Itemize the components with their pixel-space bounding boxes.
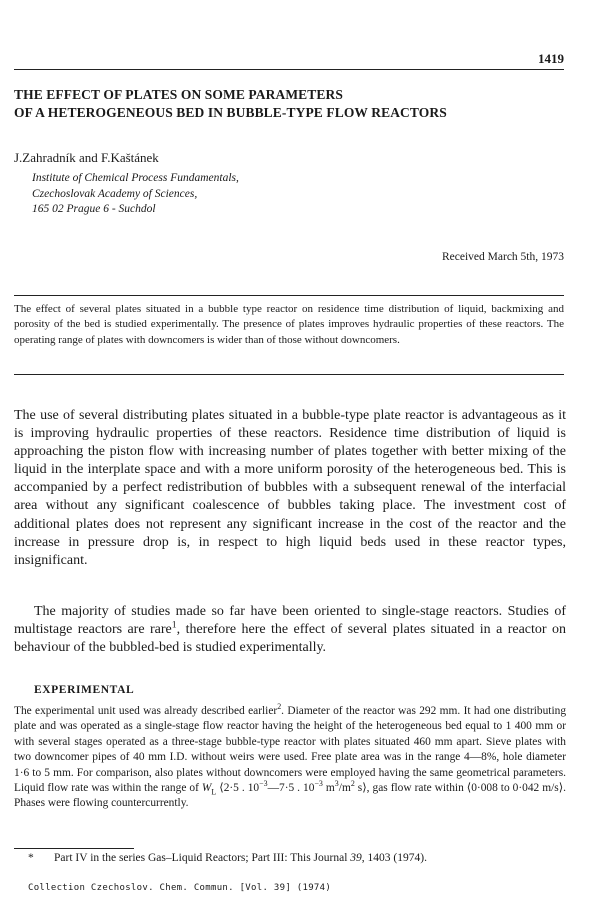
symbol-w-subscript: L [211,787,217,797]
p2-text-b: , therefore here the effect of several plates situated in a reactor on behaviour of the bubbled-bed is studied experimentally. [14,622,566,656]
exp-unit-2: /m [338,782,351,795]
abstract: The effect of several plates situated in a bubble type reactor on residence time distribution of liquid, backmixing and porosity of the bed is studied experimentally. The presence of plates improves hydraulic properties of these reactors. The operating range of plates with downcomers is wider than of those without downcomers. [14,303,564,346]
exp-unit-1: m [322,782,335,795]
exp-text-a: The experimental unit used was already described earlier [14,705,278,717]
exp-range-2: —7·5 . 10 [267,782,315,795]
article-title [14,86,574,122]
affiliation-line-2: Czechoslovak Academy of Sciences, [32,187,198,200]
unit-exponent-2: 2 [350,779,355,789]
running-footer: Collection Czechoslov. Chem. Commun. [Vol. 39] (1974) [28,883,332,893]
title-line-1: THE EFFECT OF PLATES ON SOME PARAMETERS [14,87,343,102]
received-date: Received March 5th, 1973 [442,251,564,263]
footnote [28,852,427,864]
header-rule [14,69,564,70]
authors: J.Zahradník and F.Kaštánek [14,150,159,165]
affiliation-line-3: 165 02 Prague 6 - Suchdol [32,203,156,215]
affiliation [32,171,239,218]
p2-text-a: The majority of studies made so far have been oriented to single-stage reactors. Studies of multistage reactors are rare [14,604,566,638]
footnote-volume: 39 [350,852,362,864]
exponent-1: −3 [259,779,268,789]
abstract-top-rule [14,295,564,296]
symbol-w: W [201,782,212,795]
page-number: 1419 [538,51,564,66]
exp-range-1: ⟨2·5 . 10 [216,782,260,795]
reference-marker-1: 1 [171,619,177,631]
exp-text-b: . Diameter of the reactor was 292 mm. It had one distributing plate and was operated as a single-stage flow reactor having the height of the heterogeneous bed equal to 1 400 mm or with several stages operated as a three-stage bubble-type reactor with plates situated 460 mm apart. Sieve plates with two downcomer pipes of 40 mm I.D. without weirs were used. Free plate area was in the range 4—8%, hole diameter 1·6 to 5 mm. For comparison, also plates without downcomers were employed having the same geometrical parameters. Liquid flow rate was within the range of [14,705,567,795]
abstract-bottom-rule [14,374,564,375]
body-paragraph-1: The use of several distributing plates situated in a bubble-type plate reactor is advantageous as it is improving hydraulic properties of these reactors. Residence time distribution of liquid is approaching the piston flow with increasing number of plates together with better mixing of the liquid in the interplate space and with a more uniform porosity of the heterogeneous bed. This is accompanied by a perfect redistribution of bubbles with a subsequent renewal of the interfacial area without any significant coalescence of bubbles taking place. The investment cost of additional plates does not represent any significant increase in the cost of the reactor and the increase in pressure drop is, in respect to high liquid beds used in these reactor types, insignificant. [14,408,566,568]
title-line-2: OF A HETEROGENEOUS BED IN BUBBLE-TYPE FLOW REACTORS [14,105,447,120]
section-heading-experimental: EXPERIMENTAL [34,684,135,696]
body-paragraph-2 [14,603,566,657]
affiliation-line-1: Institute of Chemical Process Fundamentals, [32,172,239,184]
footnote-text-a: Part IV in the series Gas–Liquid Reactors; Part III: This Journal [54,852,351,864]
footnote-text-b: , 1403 (1974). [361,852,427,864]
exponent-2: −3 [314,779,323,789]
exp-text-tail: s⟩, gas flow rate within ⟨0·008 to 0·042 m/s⟩. Phases were flowing countercurrently. [14,782,566,810]
footnote-rule [14,848,134,849]
experimental-paragraph [14,704,566,812]
footnote-marker: * [28,852,34,864]
reference-marker-2: 2 [277,702,282,712]
unit-exponent-1: 3 [334,779,339,789]
